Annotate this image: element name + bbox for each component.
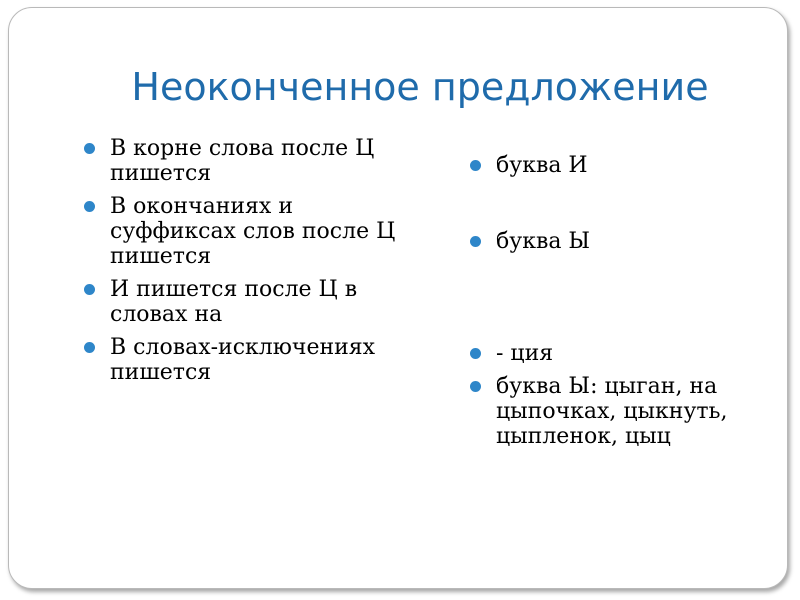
right-item-text: буква И — [496, 153, 588, 178]
left-item-text: И пишется после Ц в словах на — [110, 277, 358, 327]
left-item-root — [84, 136, 419, 186]
right-item-letter-i — [470, 153, 770, 178]
right-item-text: буква Ы — [496, 229, 591, 254]
left-item-endings — [84, 194, 419, 269]
bullet-icon — [470, 160, 481, 171]
bullet-icon — [84, 201, 95, 212]
right-item-exceptions — [470, 374, 770, 449]
bullet-icon — [84, 284, 95, 295]
right-item-tsiya — [470, 341, 770, 366]
left-column — [84, 136, 419, 393]
right-item-text: буква Ы: цыган, на цыпочках, цыкнуть, цыпленок, цыц — [496, 374, 728, 449]
bullet-icon — [84, 143, 95, 154]
bullet-icon — [470, 236, 481, 247]
right-item-text: - ция — [496, 341, 554, 366]
left-item-text: В корне слова после Ц пишется — [110, 136, 375, 186]
slide-title: Неоконченное предложение — [131, 65, 709, 109]
right-column — [470, 153, 770, 449]
bullet-icon — [470, 348, 481, 359]
left-item-text: В окончаниях и суффиксах слов после Ц пишется — [110, 194, 396, 269]
left-item-exceptions — [84, 335, 419, 385]
bullet-icon — [84, 342, 95, 353]
left-item-text: В словах-исключениях пишется — [110, 335, 376, 385]
right-item-letter-y — [470, 229, 770, 254]
left-item-tsiya — [84, 277, 419, 327]
bullet-icon — [470, 381, 481, 392]
